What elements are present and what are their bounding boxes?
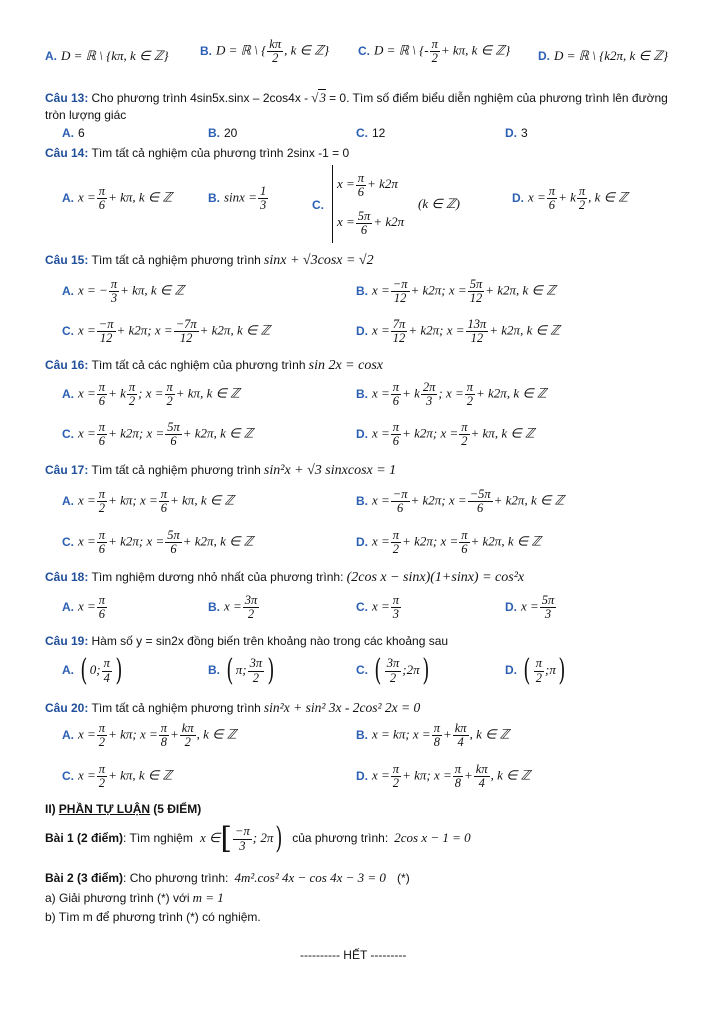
bai2-part-b: b) Tìm m để phương trình (*) có nghiệm. [45, 910, 261, 924]
q12-option-c[interactable]: C. D = ℝ \ {- $\frac{\pi}{2}$ + kπ, k ∈ ℤ} [358, 37, 511, 66]
q15-option-c[interactable]: C. x = $\frac{-\pi}{12}$ + k2π; x = $\frac{-7\pi}{12}$ + k2π, k ∈ ℤ [62, 317, 271, 346]
q15-option-b[interactable]: B. x = $\frac{-\pi}{12}$ + k2π; x = $\frac{5\pi}{12}$ + k2π, k ∈ ℤ [356, 277, 556, 306]
q18-option-b[interactable]: B. x = $\frac{3\pi}{2}$ [208, 593, 258, 622]
end-marker: ---------- HẾT --------- [300, 948, 407, 962]
q14-option-c-cond: (k ∈ ℤ) [418, 196, 460, 211]
q12-option-d[interactable]: D. D = ℝ \ {k2π, k ∈ ℤ} [538, 48, 669, 63]
q14-option-c-label[interactable]: C. [312, 198, 324, 212]
q20-option-a[interactable]: A. x = $\frac{\pi}{2}$ + kπ; x = $\frac{\pi}{8}$ + $\frac{k\pi}{2}$ , k ∈ ℤ [62, 721, 237, 750]
q19-stem: Câu 19: Hàm số y = sin2x đồng biến trên khoảng nào trong các khoảng sau [45, 634, 449, 648]
section-heading: II) PHẦN TỰ LUẬN (5 ĐIỂM) [45, 802, 202, 816]
q13-stem-cont: tròn lượng giác [45, 108, 127, 122]
q16-option-b[interactable]: B. x = $\frac{\pi}{6}$ + k $\frac{2\pi}{3}$ ; x = $\frac{\pi}{2}$ + k2π, k ∈ ℤ [356, 380, 547, 409]
q16-option-c[interactable]: C. x = $\frac{\pi}{6}$ + k2π; x = $\frac{5\pi}{6}$ + k2π, k ∈ ℤ [62, 420, 254, 449]
q15-option-d[interactable]: D. x = $\frac{7\pi}{12}$ + k2π; x = $\frac{13\pi}{12}$ + k2π, k ∈ ℤ [356, 317, 560, 346]
q14-option-b[interactable]: B. sinx = $\frac{1}{3}$ [208, 184, 267, 213]
q16-option-a[interactable]: A. x = $\frac{\pi}{6}$ + k $\frac{\pi}{2}$ ; x = $\frac{\pi}{2}$ + kπ, k ∈ ℤ [62, 380, 240, 409]
q16-stem: Câu 16: Tìm tất cả các nghiệm của phương trình sin 2x = cosx [45, 358, 383, 373]
q15-stem: Câu 15: Tìm tất cả nghiệm phương trình sinx + √3cosx = √2 [45, 253, 374, 268]
q18-stem: Câu 18: Tìm nghiệm dương nhỏ nhất của phương trình: (2cos x − sinx)(1+sinx) = cos²x [45, 570, 525, 585]
q17-option-b[interactable]: B. x = $\frac{-\pi}{6}$ + k2π; x = $\frac{-5\pi}{6}$ + k2π, k ∈ ℤ [356, 487, 565, 516]
q13-option-a[interactable]: A. 6 [62, 126, 85, 140]
q19-option-d[interactable]: D. ( $\frac{\pi}{2}$ ;π) [505, 653, 566, 688]
q14-option-a[interactable]: A. x = $\frac{\pi}{6}$ + kπ, k ∈ ℤ [62, 184, 173, 213]
q20-option-d[interactable]: D. x = $\frac{\pi}{2}$ + kπ; x = $\frac{\pi}{8}$ + $\frac{k\pi}{4}$ , k ∈ ℤ [356, 762, 531, 791]
q17-option-d[interactable]: D. x = $\frac{\pi}{2}$ + k2π; x = $\frac{\pi}{6}$ + k2π, k ∈ ℤ [356, 528, 542, 557]
q13-option-d[interactable]: D. 3 [505, 126, 528, 140]
q18-option-a[interactable]: A. x = $\frac{\pi}{6}$ [62, 593, 106, 622]
q16-option-d[interactable]: D. x = $\frac{\pi}{6}$ + k2π; x = $\frac{\pi}{2}$ + kπ, k ∈ ℤ [356, 420, 535, 449]
bai2-part-a: a) Giải phương trình (*) với m = 1 [45, 890, 224, 905]
q13-option-b[interactable]: B. 20 [208, 126, 238, 140]
q18-option-d[interactable]: D. x = $\frac{5\pi}{3}$ [505, 593, 555, 622]
q12-option-a[interactable]: A. D = ℝ \ {kπ, k ∈ ℤ} [45, 48, 169, 63]
q14-stem: Câu 14: Tìm tất cả nghiệm của phương trình 2sinx -1 = 0 [45, 146, 350, 160]
q13-stem: Câu 13: Cho phương trình 4sin5x.sinx – 2cos4x - √3 = 0. Tìm số điểm biểu diễn nghiệm của phương trình lên đường [45, 90, 668, 105]
q19-option-a[interactable]: A. ( 0; $\frac{\pi}{4}$ ) [62, 653, 123, 688]
q20-stem: Câu 20: Tìm tất cả nghiệm phương trình sin²x + sin² 3x - 2cos² 2x = 0 [45, 700, 421, 715]
q20-option-b[interactable]: B. x = kπ; x = $\frac{\pi}{8}$ + $\frac{k\pi}{4}$ , k ∈ ℤ [356, 721, 510, 750]
q17-option-c[interactable]: C. x = $\frac{\pi}{6}$ + k2π; x = $\frac{5\pi}{6}$ + k2π, k ∈ ℤ [62, 528, 254, 557]
q17-stem: Câu 17: Tìm tất cả nghiệm phương trình sin²x + √3 sinxcosx = 1 [45, 463, 397, 478]
q13-option-c[interactable]: C. 12 [356, 126, 386, 140]
q15-option-a[interactable]: A. x = − $\frac{\pi}{3}$ + kπ, k ∈ ℤ [62, 277, 185, 306]
q12-option-b[interactable]: B. D = ℝ \ { $\frac{k\pi}{2}$ , k ∈ ℤ} [200, 37, 330, 66]
q20-option-c[interactable]: C. x = $\frac{\pi}{2}$ + kπ, k ∈ ℤ [62, 762, 173, 791]
q17-option-a[interactable]: A. x = $\frac{\pi}{2}$ + kπ; x = $\frac{\pi}{6}$ + kπ, k ∈ ℤ [62, 487, 235, 516]
q14-option-d[interactable]: D. x = $\frac{\pi}{6}$ + k $\frac{\pi}{2}$ , k ∈ ℤ [512, 184, 628, 213]
bai1: Bài 1 (2 điểm): Tìm nghiệm x ∈[ $\frac{-\pi}{3}$ ; 2π) của phương trình: 2cos x − 1 = 0 [45, 821, 471, 856]
bai2: Bài 2 (3 điểm): Cho phương trình: 4m².cos² 4x − cos 4x − 3 = 0 (*) [45, 870, 410, 885]
q14-option-c-system[interactable]: x = $\frac{\pi}{6}$ + k2π x = $\frac{5\pi}{6}$ + k2π [332, 165, 404, 243]
q18-option-c[interactable]: C. x = $\frac{\pi}{3}$ [356, 593, 400, 622]
q19-option-c[interactable]: C. ( $\frac{3\pi}{2}$ ;2π) [356, 653, 429, 688]
q19-option-b[interactable]: B. ( π; $\frac{3\pi}{2}$ ) [208, 653, 275, 688]
